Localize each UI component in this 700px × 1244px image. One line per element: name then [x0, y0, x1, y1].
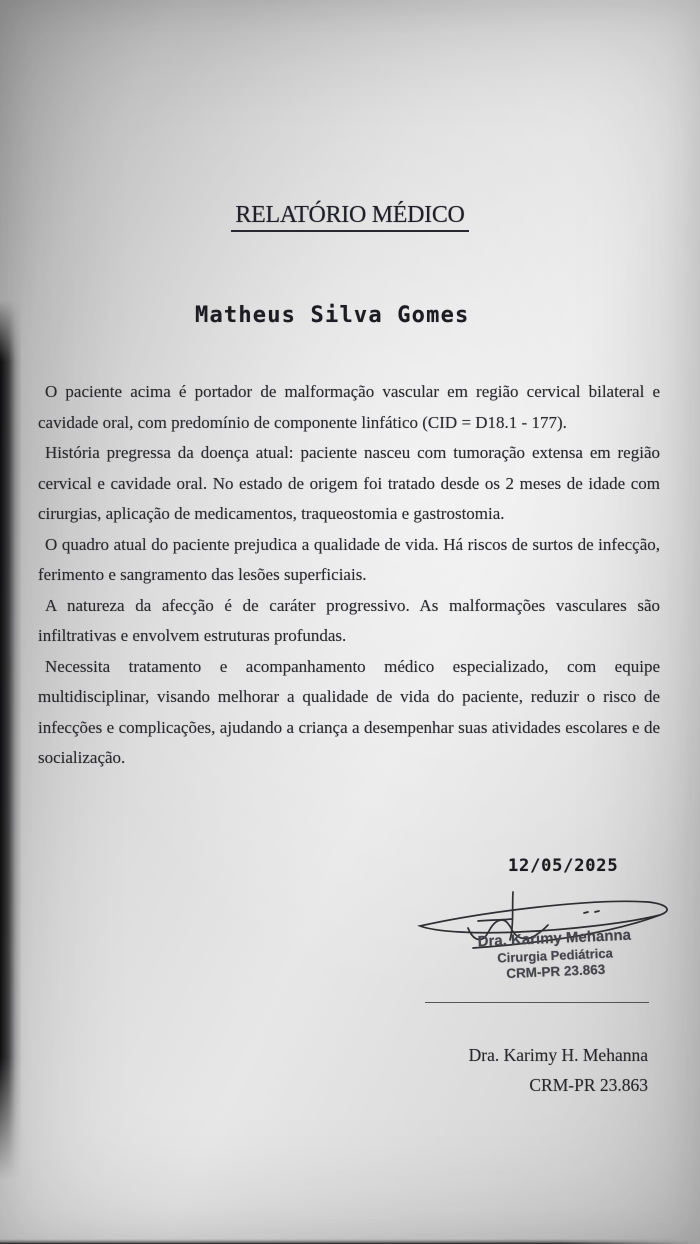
signature-line — [425, 1002, 649, 1003]
photo-bottom-edge-shadow — [0, 1239, 700, 1244]
paragraph-diagnosis: O paciente acima é portador de malformação vascular em região cervical bilateral e cavidade oral, com predomínio de componente linfático (CID = D18.1 - 177). — [38, 382, 660, 432]
paragraph-history: História pregressa da doença atual: paciente nasceu com tumoração extensa em região cervical e cavidade oral. No estado de origem foi tratado desde os 2 meses de idade com cirurgias, aplicação de medicamentos, traqueostomia e gastrostomia. — [38, 443, 660, 523]
paragraph-nature: A natureza da afecção é de caráter progressivo. As malformações vasculares são infiltrativas e envolvem estruturas profundas. — [38, 595, 660, 645]
report-date: 12/05/2025 — [508, 856, 619, 876]
signoff-crm: CRM-PR 23.863 — [529, 1075, 648, 1095]
paragraph-treatment: Necessita tratamento e acompanhamento médico especializado, com equipe multidisciplinar, visando melhorar a qualidade de vida do paciente, reduzir o risco de infecções e complicações, ajudando a criança a desempenhar suas atividades escolares e de socialização. — [38, 656, 660, 767]
signoff-doctor-name: Dra. Karimy H. Mehanna — [468, 1045, 648, 1065]
signoff-block — [348, 1040, 648, 1100]
stamp-specialty: Cirurgia Pediátrica — [496, 945, 614, 966]
stamp-crm: CRM-PR 23.863 — [505, 961, 606, 982]
photo-left-edge-shadow — [0, 300, 22, 1180]
paragraph-current-condition: O quadro atual do paciente prejudica a qualidade de vida. Há riscos de surtos de infecção, ferimento e sangramento das lesões superficiais. — [38, 534, 660, 584]
report-body — [38, 377, 660, 774]
stamp-doctor-name: Dra. Karimy Mehanna — [477, 926, 632, 951]
patient-name: Matheus Silva Gomes — [195, 303, 470, 328]
report-title-text: RELATÓRIO MÉDICO — [231, 202, 468, 232]
report-title — [0, 202, 700, 229]
doctor-stamp — [464, 925, 646, 984]
